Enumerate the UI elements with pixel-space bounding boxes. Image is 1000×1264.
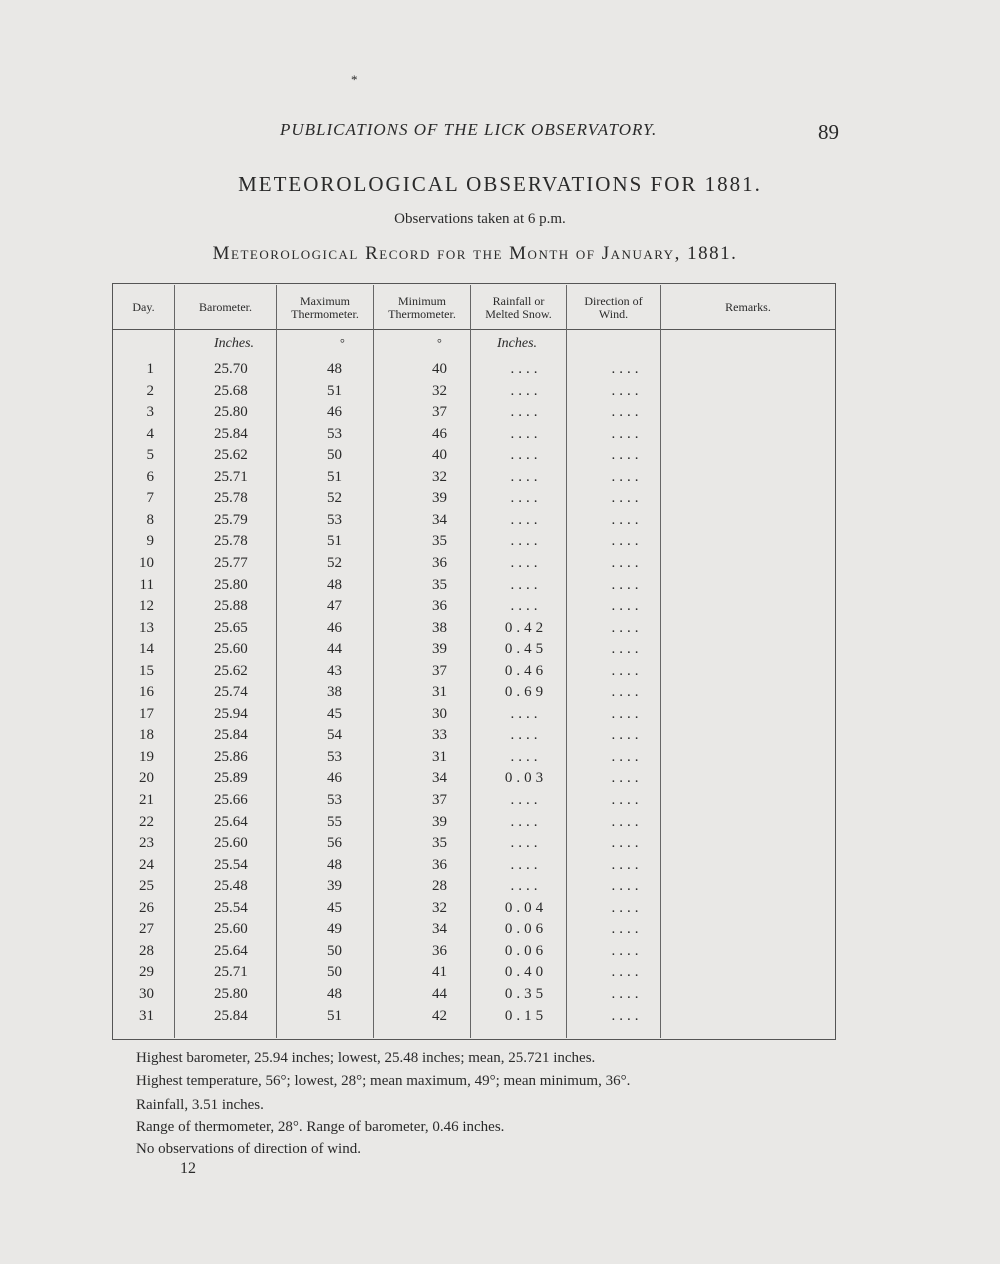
header-max-thermometer [277,286,373,329]
max-temp-cell: 48 [327,985,342,1002]
day-cell: 3 [146,404,154,421]
min-temp-cell: 34 [432,511,447,528]
rainfall-cell: .... [510,835,542,852]
barometer-cell: 25.88 [214,598,248,615]
max-temp-cell: 53 [327,748,342,765]
barometer-cell: 25.60 [214,641,248,658]
rainfall-cell: .... [510,727,542,744]
barometer-cell: 25.94 [214,705,248,722]
rainfall-cell: .... [510,490,542,507]
rainfall-cell: 0.06 [504,921,548,938]
wind-cell: .... [611,404,643,421]
min-temp-cell: 39 [432,490,447,507]
max-temp-cell: 50 [327,942,342,959]
max-temp-cell: 46 [327,770,342,787]
wind-cell: .... [611,468,643,485]
rainfall-cell: 0.04 [504,899,548,916]
min-temp-cell: 38 [432,619,447,636]
barometer-cell: 25.60 [214,835,248,852]
table-row [112,383,836,405]
wind-cell: .... [611,554,643,571]
table-row [112,426,836,448]
table-row [112,404,836,426]
barometer-cell: 25.68 [214,382,248,399]
max-temp-cell: 53 [327,425,342,442]
table-row [112,598,836,620]
barometer-cell: 25.80 [214,576,248,593]
max-temp-cell: 45 [327,899,342,916]
max-temp-cell: 48 [327,856,342,873]
barometer-cell: 25.70 [214,361,248,377]
min-temp-cell: 34 [432,770,447,787]
max-temp-cell: 46 [327,619,342,636]
wind-cell: .... [611,1007,643,1024]
wind-cell: .... [611,382,643,399]
min-temp-cell: 37 [432,792,447,808]
max-temp-cell: 39 [327,878,342,895]
day-cell: 31 [139,1007,154,1024]
day-cell: 12 [139,598,154,615]
table-row [112,986,836,1008]
min-temp-cell: 46 [432,425,447,442]
max-temp-cell: 44 [327,641,342,658]
table-row [112,835,836,857]
max-temp-cell: 52 [327,554,342,571]
wind-cell: .... [611,684,643,701]
day-cell: 14 [139,641,154,658]
barometer-cell: 25.62 [214,662,248,679]
day-cell: 13 [139,619,154,636]
min-temp-cell: 37 [432,662,447,679]
day-cell: 29 [139,964,154,981]
max-temp-cell: 43 [327,662,342,679]
barometer-cell: 25.71 [214,468,248,485]
day-cell: 9 [146,533,154,550]
rainfall-cell: 0.69 [504,684,548,701]
day-cell: 5 [146,447,154,464]
rainfall-cell: .... [510,705,542,722]
wind-cell: .... [611,425,643,442]
header-rain-line2: Melted Snow. [485,306,552,321]
rainfall-cell: 0.40 [504,964,548,981]
min-temp-cell: 32 [432,468,447,485]
day-cell: 30 [139,985,154,1002]
header-max-line2: Thermometer. [291,306,359,321]
rainfall-cell: .... [510,425,542,442]
subtitle: Observations taken at 6 p.m. [394,211,566,227]
main-title: METEOROLOGICAL OBSERVATIONS FOR 1881. [238,172,762,196]
max-temp-cell: 56 [327,835,342,852]
rainfall-cell: .... [510,576,542,593]
min-temp-cell: 30 [432,705,447,722]
wind-cell: .... [611,748,643,765]
rainfall-cell: .... [510,468,542,485]
day-cell: 27 [139,921,154,938]
barometer-cell: 25.80 [214,404,248,421]
wind-cell: .... [611,727,643,744]
max-temp-cell: 51 [327,382,342,399]
header-day [113,286,174,329]
header-wind [567,286,660,329]
wind-cell: .... [611,619,643,636]
header-min-line2: Thermometer. [388,306,456,321]
wind-cell: .... [611,899,643,916]
barometer-cell: 25.80 [214,985,248,1002]
max-temp-cell: 45 [327,705,342,722]
rainfall-cell: .... [510,382,542,399]
day-cell: 24 [139,856,154,873]
min-temp-cell: 32 [432,382,447,399]
table-row [112,555,836,577]
summary-line: Highest temperature, 56°; lowest, 28°; mean maximum, 49°; mean minimum, 36°. [136,1073,631,1089]
wind-cell: .... [611,511,643,528]
barometer-cell: 25.89 [214,770,248,787]
table-row [112,447,836,469]
wind-cell: .... [611,662,643,679]
header-barometer-label: Barometer. [199,300,252,314]
max-temp-cell: 51 [327,533,342,550]
table-row [112,792,836,814]
max-temp-cell: 55 [327,813,342,830]
running-head: PUBLICATIONS OF THE LICK OBSERVATORY. [280,120,658,139]
max-temp-cell: 51 [327,1007,342,1024]
barometer-cell: 25.77 [214,554,248,571]
rainfall-cell: .... [510,748,542,765]
min-temp-cell: 39 [432,813,447,830]
rainfall-cell: 0.15 [504,1007,548,1024]
wind-cell: .... [611,533,643,550]
table-row [112,1008,836,1030]
rainfall-cell: .... [510,511,542,528]
barometer-cell: 25.84 [214,1007,248,1024]
barometer-cell: 25.54 [214,856,248,873]
barometer-cell: 25.66 [214,792,248,808]
min-temp-cell: 39 [432,641,447,658]
barometer-cell: 25.71 [214,964,248,981]
summary-line: Rainfall, 3.51 inches. [136,1097,264,1113]
day-cell: 25 [139,878,154,895]
min-temp-cell: 31 [432,748,447,765]
barometer-cell: 25.86 [214,748,248,765]
max-temp-cell: 50 [327,447,342,464]
rainfall-cell: 0.42 [504,619,548,636]
table-row [112,770,836,792]
table-row [112,641,836,663]
header-max-line1: Maximum [299,293,350,308]
day-cell: 19 [139,748,154,765]
min-temp-cell: 36 [432,598,447,615]
rainfall-cell: 0.46 [504,662,548,679]
max-temp-cell: 47 [327,598,342,615]
barometer-cell: 25.64 [214,813,248,830]
table-row [112,943,836,965]
header-wind-line1: Direction of [584,293,643,308]
header-rule [112,329,836,330]
rainfall-cell: .... [510,878,542,895]
day-cell: 10 [139,554,154,571]
header-min-line1: Minimum [397,293,446,308]
day-cell: 1 [146,361,154,377]
table-row [112,533,836,555]
wind-cell: .... [611,878,643,895]
table-row [112,512,836,534]
barometer-cell: 25.74 [214,684,248,701]
header-wind-line2: Wind. [598,306,629,321]
table-row [112,900,836,922]
day-cell: 11 [139,576,154,593]
wind-cell: .... [611,964,643,981]
day-cell: 7 [146,490,154,507]
rainfall-cell: .... [510,404,542,421]
header-rain-line1: Rainfall or [492,293,545,308]
min-temp-cell: 35 [432,533,447,550]
rainfall-cell: .... [510,856,542,873]
summary-line: Highest barometer, 25.94 inches; lowest, 25.48 inches; mean, 25.721 inches. [136,1050,596,1066]
header-barometer [175,286,276,329]
min-temp-cell: 35 [432,835,447,852]
rainfall-cell: 0.45 [504,641,548,658]
summary-line: Range of thermometer, 28°. Range of barometer, 0.46 inches. [136,1119,505,1135]
max-temp-cell: 50 [327,964,342,981]
day-cell: 28 [139,942,154,959]
unit-barometer: Inches. [214,336,255,351]
rainfall-cell: .... [510,598,542,615]
min-temp-cell: 32 [432,899,447,916]
barometer-cell: 25.60 [214,921,248,938]
unit-min: ° [437,336,442,350]
table-row [112,620,836,642]
barometer-cell: 25.48 [214,878,248,895]
table-row [112,878,836,900]
record-title: Meteorological Record for the Month of January, 1881. [212,243,738,264]
day-cell: 4 [146,425,154,442]
day-cell: 21 [139,792,154,808]
barometer-cell: 25.78 [214,490,248,507]
rainfall-cell: .... [510,813,542,830]
barometer-cell: 25.65 [214,619,248,636]
wind-cell: .... [611,576,643,593]
table-row [112,469,836,491]
table-row [112,814,836,836]
rainfall-cell: 0.06 [504,942,548,959]
min-temp-cell: 44 [432,985,447,1002]
day-cell: 8 [146,511,154,528]
table-row [112,857,836,879]
rainfall-cell: .... [510,554,542,571]
header-remarks [661,286,835,329]
max-temp-cell: 48 [327,361,342,377]
table-row [112,706,836,728]
table-row [112,361,836,383]
max-temp-cell: 52 [327,490,342,507]
day-cell: 22 [139,813,154,830]
rainfall-cell: 0.35 [504,985,548,1002]
table-row [112,727,836,749]
rainfall-cell: .... [510,533,542,550]
header-rainfall [471,286,566,329]
table-row [112,964,836,986]
wind-cell: .... [611,447,643,464]
table-row [112,577,836,599]
max-temp-cell: 53 [327,511,342,528]
summary-line: No observations of direction of wind. [136,1141,361,1157]
wind-cell: .... [611,641,643,658]
day-cell: 6 [146,468,154,485]
min-temp-cell: 36 [432,554,447,571]
min-temp-cell: 41 [432,964,447,981]
wind-cell: .... [611,705,643,722]
header-min-thermometer [374,286,470,329]
barometer-cell: 25.84 [214,425,248,442]
rainfall-cell: .... [510,447,542,464]
day-cell: 2 [146,382,154,399]
page-mark: * [351,72,358,87]
min-temp-cell: 34 [432,921,447,938]
barometer-cell: 25.78 [214,533,248,550]
day-cell: 15 [139,662,154,679]
max-temp-cell: 53 [327,792,342,808]
unit-max: ° [340,336,345,350]
wind-cell: .... [611,361,643,377]
table-row [112,663,836,685]
wind-cell: .... [611,942,643,959]
table-row [112,921,836,943]
barometer-cell: 25.64 [214,942,248,959]
min-temp-cell: 42 [432,1007,447,1024]
rainfall-cell: .... [510,361,542,377]
page-number: 89 [818,120,839,144]
min-temp-cell: 33 [432,727,447,744]
max-temp-cell: 38 [327,684,342,701]
wind-cell: .... [611,856,643,873]
barometer-cell: 25.79 [214,511,248,528]
day-cell: 16 [139,684,154,701]
min-temp-cell: 40 [432,361,447,377]
header-day-label: Day. [132,300,155,314]
min-temp-cell: 28 [432,878,447,895]
table-row [112,749,836,771]
wind-cell: .... [611,598,643,615]
wind-cell: .... [611,792,643,808]
min-temp-cell: 36 [432,856,447,873]
day-cell: 18 [139,727,154,744]
wind-cell: .... [611,921,643,938]
min-temp-cell: 36 [432,942,447,959]
max-temp-cell: 46 [327,404,342,421]
wind-cell: .... [611,813,643,830]
max-temp-cell: 48 [327,576,342,593]
wind-cell: .... [611,490,643,507]
min-temp-cell: 37 [432,404,447,421]
table-row [112,490,836,512]
unit-rain: Inches. [497,336,538,351]
day-cell: 17 [139,705,154,722]
max-temp-cell: 51 [327,468,342,485]
barometer-cell: 25.62 [214,447,248,464]
max-temp-cell: 54 [327,727,342,744]
wind-cell: .... [611,985,643,1002]
min-temp-cell: 40 [432,447,447,464]
min-temp-cell: 31 [432,684,447,701]
rainfall-cell: 0.03 [504,770,548,787]
table-row [112,684,836,706]
day-cell: 23 [139,835,154,852]
signature-mark: 12 [180,1160,196,1177]
day-cell: 20 [139,770,154,787]
wind-cell: .... [611,835,643,852]
max-temp-cell: 49 [327,921,342,938]
min-temp-cell: 35 [432,576,447,593]
header-remarks-label: Remarks. [725,300,771,314]
barometer-cell: 25.54 [214,899,248,916]
day-cell: 26 [139,899,154,916]
wind-cell: .... [611,770,643,787]
rainfall-cell: .... [510,792,542,808]
barometer-cell: 25.84 [214,727,248,744]
